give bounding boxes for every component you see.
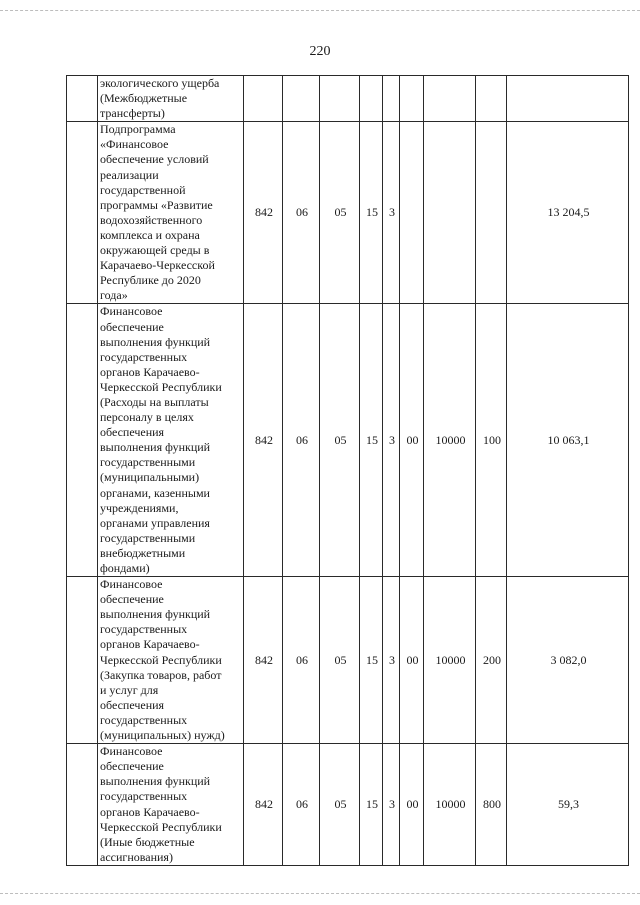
item-name-line: (Иные бюджетные (100, 834, 195, 849)
item-name-line: ассигнования) (100, 849, 173, 864)
item-name-cell (98, 304, 244, 577)
item-name-line: фондами) (100, 561, 150, 575)
item-name-line: и услуг для (100, 682, 159, 697)
item-name-line: учреждениями, (100, 500, 179, 515)
amount-cell (507, 76, 629, 122)
code-subsection-cell: 05 (320, 577, 360, 744)
item-name-line: государственных (100, 622, 188, 637)
item-name-cell (98, 76, 244, 122)
code-section-cell: 06 (283, 577, 320, 744)
item-name-line: органов Карачаево- (100, 804, 200, 819)
code-item-cell: 10000 (424, 744, 476, 866)
code-program-cell: 15 (360, 122, 383, 304)
item-name-line: Республике до 2020 (100, 273, 201, 288)
code-expense-type-cell: 800 (476, 744, 507, 866)
item-name-line: государственных (100, 789, 188, 804)
code-direction-cell (400, 76, 424, 122)
item-name-line: государственными (100, 455, 196, 470)
item-name-line: программы «Развитие (100, 197, 213, 212)
code-subprogram-cell: 3 (383, 577, 400, 744)
code-subsection-cell (320, 76, 360, 122)
code-subprogram-cell: 3 (383, 304, 400, 577)
code-subsection-cell: 05 (320, 744, 360, 866)
item-name-line: органами управления (100, 515, 210, 530)
item-name-line: Подпрограмма (100, 122, 176, 137)
item-name-line: (Закупка товаров, работ (100, 667, 222, 682)
item-name-line: государственной (100, 182, 186, 197)
item-name-line: обеспечения (100, 425, 165, 440)
code-section-cell: 06 (283, 122, 320, 304)
code-item-cell (424, 122, 476, 304)
item-name-line: Финансовое (100, 577, 163, 592)
item-name-line: (Межбюджетные (100, 91, 188, 106)
row-index-cell (67, 304, 98, 577)
code-ministry-cell: 842 (244, 744, 283, 866)
item-name-line: «Финансовое (100, 137, 169, 152)
table-row (67, 577, 629, 744)
code-subprogram-cell (383, 76, 400, 122)
code-subsection-cell: 05 (320, 122, 360, 304)
item-name-line: Черкесской Республики (100, 652, 222, 667)
item-name-line: Черкесской Республики (100, 379, 222, 394)
budget-table (66, 75, 629, 866)
item-name-line: (муниципальных) нужд) (100, 728, 225, 743)
amount-cell: 13 204,5 (507, 122, 629, 304)
code-ministry-cell: 842 (244, 577, 283, 744)
item-name-line: (Расходы на выплаты (100, 394, 209, 409)
code-section-cell (283, 76, 320, 122)
item-name-line: Финансовое (100, 744, 163, 759)
row-index-cell (67, 577, 98, 744)
scan-edge-bottom (0, 893, 640, 894)
item-name-line: экологического ущерба (100, 76, 220, 90)
table-row (67, 122, 629, 304)
code-section-cell: 06 (283, 744, 320, 866)
item-name-cell (98, 744, 244, 866)
item-name-line: органов Карачаево- (100, 637, 200, 652)
scan-edge-top (0, 10, 640, 11)
code-program-cell: 15 (360, 577, 383, 744)
page-number: 220 (309, 44, 331, 59)
row-index-cell (67, 744, 98, 866)
code-item-cell (424, 76, 476, 122)
item-name-line: выполнения функций (100, 440, 211, 455)
code-subprogram-cell: 3 (383, 744, 400, 866)
row-index-cell (67, 122, 98, 304)
item-name-line: выполнения функций (100, 334, 211, 349)
code-expense-type-cell (476, 76, 507, 122)
item-name-line: комплекса и охрана (100, 227, 200, 242)
code-program-cell: 15 (360, 744, 383, 866)
code-program-cell: 15 (360, 304, 383, 577)
item-name-line: персоналу в целях (100, 410, 194, 425)
code-program-cell (360, 76, 383, 122)
code-ministry-cell: 842 (244, 122, 283, 304)
table-row (67, 76, 629, 122)
table-row (67, 744, 629, 866)
code-direction-cell: 00 (400, 744, 424, 866)
code-direction-cell (400, 122, 424, 304)
code-expense-type-cell: 200 (476, 577, 507, 744)
item-name-line: государственных (100, 349, 188, 364)
item-name-cell (98, 577, 244, 744)
item-name-line: трансферты) (100, 106, 165, 121)
item-name-line: реализации (100, 167, 159, 182)
code-ministry-cell: 842 (244, 304, 283, 577)
item-name-line: органами, казенными (100, 485, 210, 500)
item-name-line: обеспечение (100, 759, 164, 774)
row-index-cell (67, 76, 98, 122)
code-expense-type-cell (476, 122, 507, 304)
item-name-line: выполнения функций (100, 607, 211, 622)
code-section-cell: 06 (283, 304, 320, 577)
amount-cell: 3 082,0 (507, 577, 629, 744)
item-name-line: окружающей среды в (100, 243, 210, 258)
code-item-cell: 10000 (424, 577, 476, 744)
item-name-line: года» (100, 288, 128, 303)
item-name-line: (муниципальными) (100, 470, 200, 485)
code-subprogram-cell: 3 (383, 122, 400, 304)
item-name-line: внебюджетными (100, 545, 186, 560)
code-direction-cell: 00 (400, 304, 424, 577)
item-name-line: обеспечение условий (100, 152, 209, 167)
item-name-line: государственными (100, 530, 196, 545)
table-row (67, 304, 629, 577)
item-name-line: выполнения функций (100, 774, 211, 789)
amount-cell: 59,3 (507, 744, 629, 866)
amount-cell: 10 063,1 (507, 304, 629, 577)
code-item-cell: 10000 (424, 304, 476, 577)
code-subsection-cell: 05 (320, 304, 360, 577)
item-name-line: водохозяйственного (100, 212, 203, 227)
item-name-line: Черкесской Республики (100, 819, 222, 834)
item-name-line: обеспечение (100, 592, 164, 607)
item-name-line: Финансовое (100, 304, 163, 319)
item-name-line: органов Карачаево- (100, 364, 200, 379)
item-name-cell (98, 122, 244, 304)
item-name-line: обеспечение (100, 319, 164, 334)
item-name-line: государственных (100, 712, 188, 727)
code-ministry-cell (244, 76, 283, 122)
code-expense-type-cell: 100 (476, 304, 507, 577)
item-name-line: Карачаево-Черкесской (100, 258, 215, 273)
code-direction-cell: 00 (400, 577, 424, 744)
item-name-line: обеспечения (100, 697, 165, 712)
